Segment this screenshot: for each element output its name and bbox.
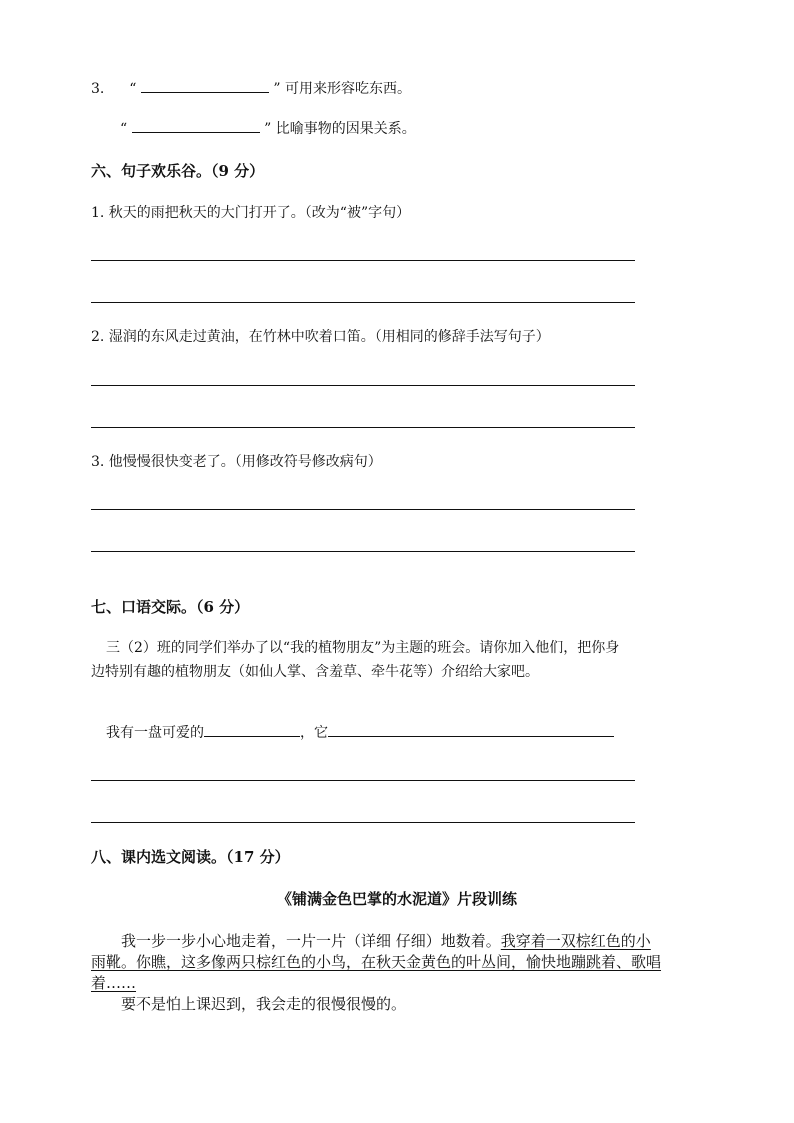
passage-line bbox=[121, 930, 651, 951]
answer-line[interactable] bbox=[91, 822, 635, 823]
answer-line[interactable] bbox=[91, 385, 635, 386]
answer-blank[interactable] bbox=[328, 722, 614, 737]
answer-line[interactable] bbox=[91, 302, 635, 303]
passage-line-underlined: 雨靴。你瞧，这多像两只棕红色的小鸟，在秋天金黄色的叶丛间，愉快地蹦跳着、歌唱 bbox=[91, 953, 662, 971]
passage-paragraph-2: 要不是怕上课迟到，我会走的很慢很慢的。 bbox=[121, 995, 407, 1013]
passage-text: 我一步一步小心地走着，一片一片（详细 仔细）地数着。 bbox=[121, 932, 501, 950]
open-quote: “ bbox=[129, 81, 137, 97]
question-number: 3. bbox=[91, 81, 105, 97]
answer-line[interactable] bbox=[91, 780, 635, 781]
underlined-sentence: 我穿着一双棕红色的小 bbox=[500, 932, 651, 950]
section-7-paragraph-line: 边特别有趣的植物朋友（如仙人掌、含羞草、牵牛花等）介绍给大家吧。 bbox=[91, 664, 539, 680]
close-quote: ” bbox=[264, 121, 272, 137]
question-6-1: 1. 秋天的雨把秋天的大门打开了。（改为“被”字句） bbox=[91, 205, 411, 221]
close-quote: ” bbox=[273, 81, 281, 97]
question-5-3 bbox=[91, 78, 411, 98]
section-7-paragraph-line: 三（2）班的同学们举办了以“我的植物朋友”为主题的班会。请你加入他们，把你身 bbox=[106, 640, 620, 656]
prompt-mid: ，它 bbox=[300, 725, 328, 741]
open-quote: “ bbox=[120, 121, 128, 137]
answer-blank[interactable] bbox=[204, 722, 300, 737]
question-text: 比喻事物的因果关系。 bbox=[275, 121, 416, 137]
passage-title: 《铺满金色巴掌的水泥道》片段训练 bbox=[276, 890, 517, 908]
answer-line[interactable] bbox=[91, 509, 635, 510]
question-6-2: 2. 湿润的东风走过黄油，在竹林中吹着口笛。（用相同的修辞手法写句子） bbox=[91, 329, 550, 345]
answer-blank[interactable] bbox=[132, 118, 260, 133]
question-5-3b bbox=[120, 118, 416, 138]
answer-line[interactable] bbox=[91, 551, 635, 552]
passage-line-underlined: 着…… bbox=[91, 974, 137, 992]
answer-line[interactable] bbox=[91, 427, 635, 428]
section-8-title: 八、课内选文阅读。（17 分） bbox=[91, 848, 290, 866]
question-6-3: 3. 他慢慢很快变老了。（用修改符号修改病句） bbox=[91, 454, 382, 470]
question-text: 可用来形容吃东西。 bbox=[284, 81, 411, 97]
section-7-prompt bbox=[106, 722, 614, 742]
answer-line[interactable] bbox=[91, 260, 635, 261]
prompt-start: 我有一盘可爱的 bbox=[106, 725, 204, 741]
section-7-title: 七、口语交际。（6 分） bbox=[91, 598, 250, 616]
section-6-title: 六、句子欢乐谷。（9 分） bbox=[91, 162, 265, 180]
answer-blank[interactable] bbox=[141, 78, 269, 93]
